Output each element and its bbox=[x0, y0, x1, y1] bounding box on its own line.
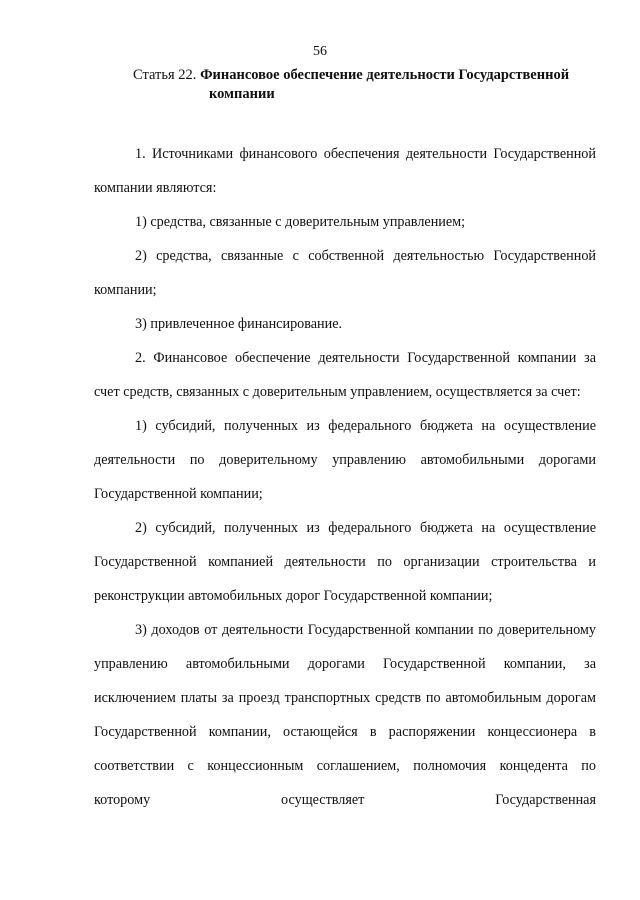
paragraph-2-item-1: 1) субсидий, полученных из федерального бюджета на осуществление деятельности по доверительному управлению автомобильными дорогами Государственной компании; bbox=[94, 418, 596, 502]
paragraph-1: 1. Источниками финансового обеспечения деятельности Государственной компании являются: bbox=[94, 146, 596, 196]
paragraph-1-item-1: 1) средства, связанные с доверительным управлением; bbox=[135, 214, 466, 230]
article-title-line-1: Финансовое обеспечение деятельности Государственной bbox=[200, 67, 570, 83]
paragraph-2-item-3: 3) доходов от деятельности Государственной компании по доверительному управлению автомобильными дорогами Государственной компании, за исключением платы за проезд транспортных средств по автомобильным дорогам Государственной компании, остающейся в распоряжении концессионера в соответствии с концессионным соглашением, полномочия концедента по которому осуществляет Государственная bbox=[94, 622, 596, 808]
article-number: Статья 22. bbox=[133, 67, 197, 83]
article-body bbox=[94, 137, 596, 817]
article-heading bbox=[133, 66, 603, 104]
paragraph-2: 2. Финансовое обеспечение деятельности Государственной компании за счет средств, связанных с доверительным управлением, осуществляется за счет: bbox=[94, 350, 596, 400]
article-title-line-2: компании bbox=[209, 86, 275, 102]
paragraph-1-item-3: 3) привлеченное финансирование. bbox=[135, 316, 343, 332]
paragraph-1-item-2: 2) средства, связанные с собственной деятельностью Государственной компании; bbox=[94, 248, 596, 298]
page-number: 56 bbox=[313, 44, 327, 59]
paragraph-2-item-2: 2) субсидий, полученных из федерального бюджета на осуществление Государственной компанией деятельности по организации строительства и реконструкции автомобильных дорог Государственной компании; bbox=[94, 520, 596, 604]
